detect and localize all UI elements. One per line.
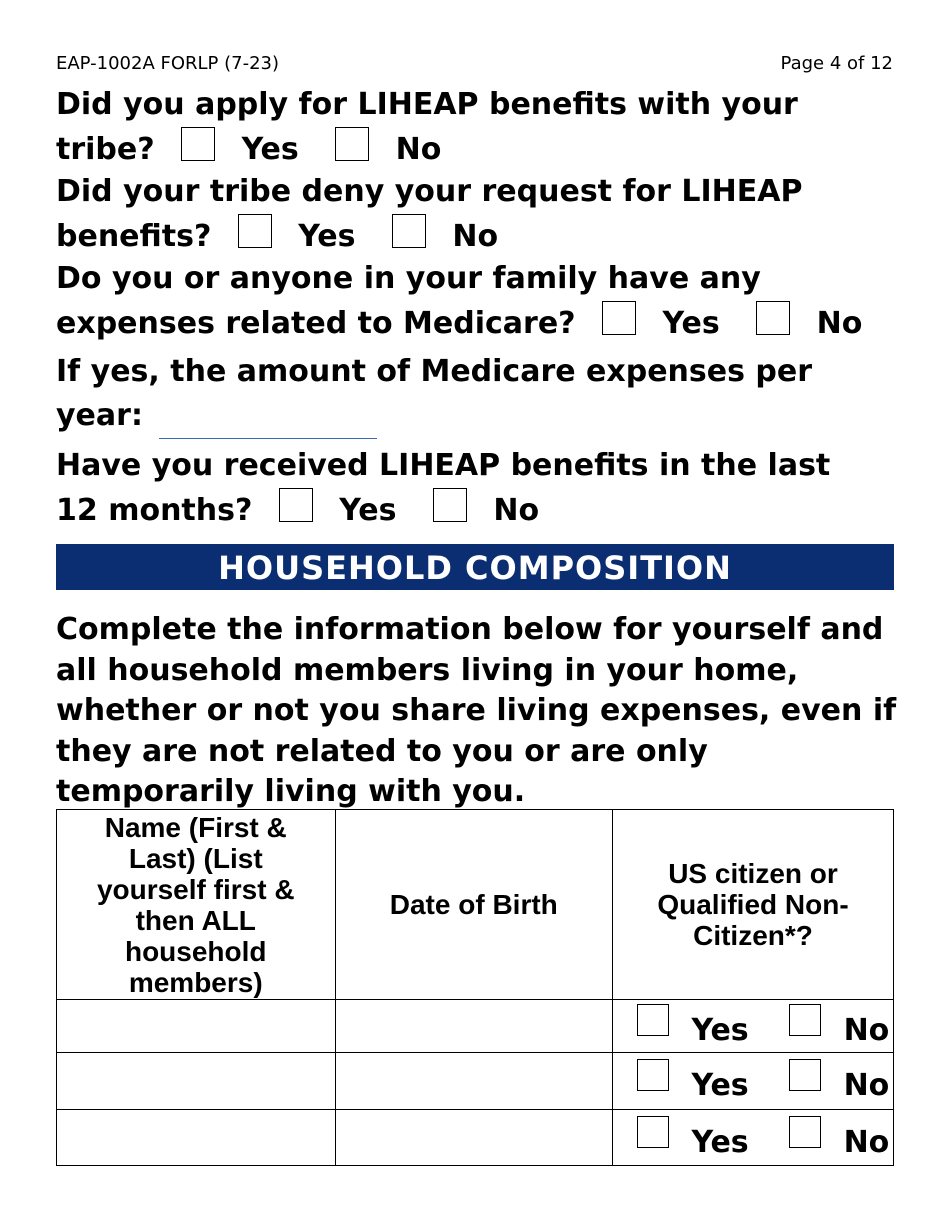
no-label: No (843, 1013, 890, 1048)
dob-cell[interactable] (335, 1000, 613, 1053)
citizen-cell (613, 1053, 894, 1110)
yes-label: Yes (691, 1124, 749, 1160)
no-label: No (816, 306, 863, 341)
column-header-name: Name (First & Last) (List yourself first & then ALL household members) (57, 810, 336, 1000)
name-cell[interactable] (57, 1000, 336, 1053)
yes-checkbox[interactable] (279, 488, 313, 522)
no-checkbox[interactable] (756, 301, 790, 335)
yes-label: Yes (339, 493, 397, 528)
household-table (56, 809, 894, 1166)
question-text: 12 months? (56, 493, 253, 528)
yes-checkbox[interactable] (637, 1059, 669, 1091)
question-text: Do you or anyone in your family have any (56, 261, 761, 296)
question-text: benefits? (56, 219, 212, 254)
question-text: tribe? (56, 132, 155, 167)
no-checkbox[interactable] (789, 1059, 821, 1091)
citizen-cell (613, 1000, 894, 1053)
section-header: HOUSEHOLD COMPOSITION (56, 544, 894, 590)
yes-checkbox[interactable] (637, 1004, 669, 1036)
question-text: expenses related to Medicare? (56, 306, 576, 341)
question-text: year: (56, 398, 143, 433)
no-checkbox[interactable] (789, 1116, 821, 1148)
no-label: No (843, 1124, 890, 1160)
table-row (57, 1053, 894, 1110)
no-checkbox[interactable] (335, 127, 369, 161)
question-text: Have you received LIHEAP benefits in the last (56, 448, 831, 483)
yes-label: Yes (691, 1068, 749, 1103)
yes-checkbox[interactable] (637, 1116, 669, 1148)
table-row (57, 1000, 894, 1053)
yes-checkbox[interactable] (238, 214, 272, 248)
column-header-dob: Date of Birth (335, 810, 613, 1000)
instructions-text: Complete the information below for yourself and all household members living in your home, whether or not you share living expenses, even if they are not related to you or are only temporarily living with you. (56, 612, 897, 809)
table-row (57, 1110, 894, 1166)
no-checkbox[interactable] (789, 1004, 821, 1036)
dob-cell[interactable] (335, 1053, 613, 1110)
yes-checkbox[interactable] (602, 301, 636, 335)
question-liheap-12-months (56, 444, 830, 533)
question-tribe-apply (56, 83, 798, 172)
yes-label: Yes (298, 219, 356, 254)
no-label: No (843, 1068, 890, 1103)
name-cell[interactable] (57, 1110, 336, 1166)
page-number: Page 4 of 12 (780, 53, 893, 74)
no-label: No (452, 219, 499, 254)
yes-label: Yes (241, 132, 299, 167)
no-checkbox[interactable] (392, 214, 426, 248)
yes-checkbox[interactable] (181, 127, 215, 161)
question-text: Did your tribe deny your request for LIHEAP (56, 174, 803, 209)
form-id: EAP-1002A FORLP (7-23) (56, 53, 280, 74)
question-medicare-amount (56, 350, 812, 439)
question-text: If yes, the amount of Medicare expenses per (56, 354, 813, 389)
column-header-citizen: US citizen or Qualified Non-Citizen*? (613, 810, 894, 1000)
name-cell[interactable] (57, 1053, 336, 1110)
yes-label: Yes (662, 306, 720, 341)
no-checkbox[interactable] (433, 488, 467, 522)
table-header-row (57, 810, 894, 1000)
no-label: No (493, 493, 540, 528)
medicare-amount-field[interactable] (159, 436, 377, 439)
question-text: Did you apply for LIHEAP benefits with your (56, 87, 798, 122)
no-label: No (395, 132, 442, 167)
question-tribe-deny (56, 170, 802, 259)
dob-cell[interactable] (335, 1110, 613, 1166)
question-medicare-expenses (56, 257, 862, 346)
citizen-cell (613, 1110, 894, 1166)
yes-label: Yes (691, 1013, 749, 1048)
